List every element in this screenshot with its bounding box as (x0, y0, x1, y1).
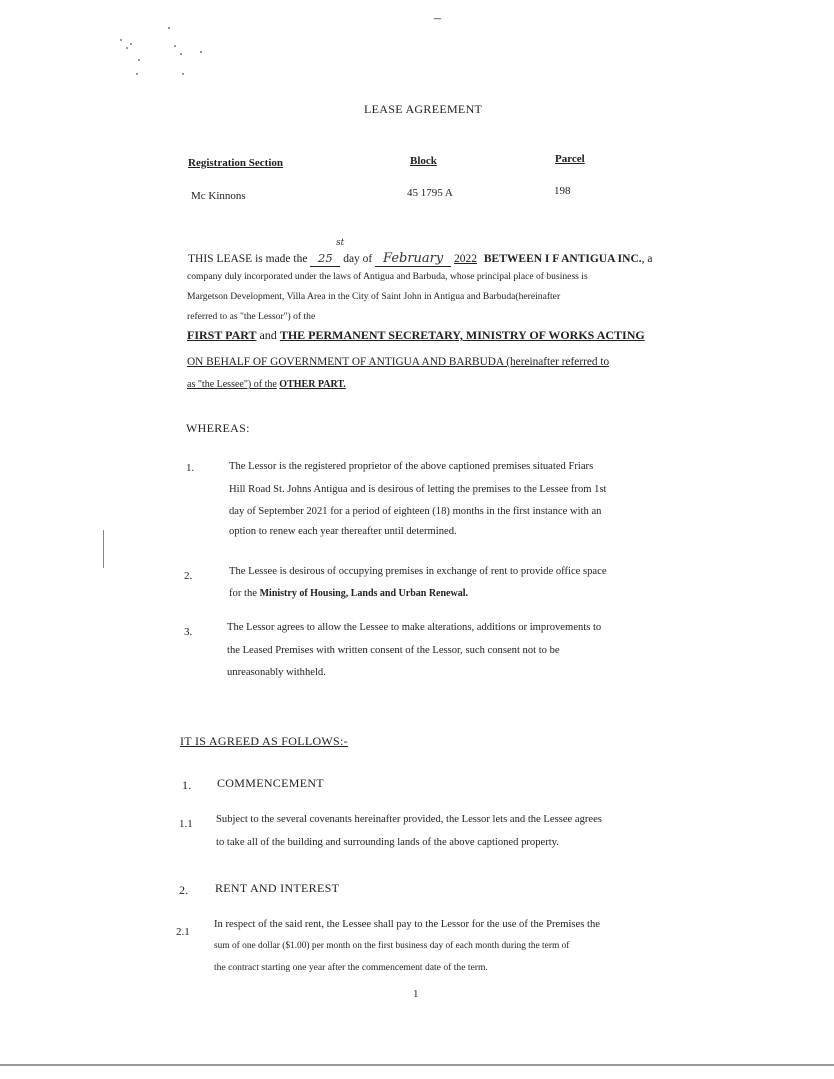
binding-mark (103, 530, 104, 568)
month-handwritten: February (383, 251, 444, 266)
whereas-item-line: The Lessor agrees to allow the Lessee to make alterations, additions or improvements to (227, 622, 602, 633)
top-mark: – (434, 11, 441, 26)
whereas-heading: WHEREAS: (186, 421, 250, 435)
clause-line: the contract starting one year after the commencement date of the term. (214, 962, 488, 973)
clause-number: 1.1 (179, 818, 193, 830)
month-field (375, 252, 451, 267)
opening-line-6: ON BEHALF OF GOVERNMENT OF ANTIGUA AND BARBUDA (hereinafter referred to (187, 356, 610, 368)
parcel-header: Parcel (555, 153, 585, 165)
opening-line-5 (187, 329, 645, 341)
block-value: 45 1795 A (407, 187, 453, 199)
first-part: FIRST PART (187, 328, 257, 342)
whereas-item-number: 1. (186, 462, 195, 474)
opening-line-7 (187, 380, 346, 390)
document-title: LEASE AGREEMENT (364, 102, 483, 116)
whereas-item-line: day of September 2021 for a period of eighteen (18) months in the first instance with an (229, 506, 602, 517)
section-number: 2. (179, 883, 189, 897)
whereas-item-number: 3. (184, 626, 193, 638)
section-title: RENT AND INTEREST (215, 881, 340, 895)
lessor-name: BETWEEN I F ANTIGUA INC. (483, 253, 642, 265)
whereas-item-line: unreasonably withheld. (227, 667, 326, 678)
scan-edge-line (0, 1064, 834, 1066)
other-part: OTHER PART. (279, 379, 346, 390)
opening-text-end: , a (641, 253, 653, 265)
clause-line: Subject to the several covenants hereinafter provided, the Lessor lets and the Lessee agrees (216, 814, 602, 825)
clause-line: sum of one dollar ($1.00) per month on the first business day of each month during the term of (214, 941, 570, 951)
ministry-name: Ministry of Housing, Lands and Urban Renewal. (259, 588, 468, 599)
clause-line: In respect of the said rent, the Lessee shall pay to the Lessor for the use of the Premises the (214, 919, 600, 930)
whereas-item-number: 2. (184, 570, 193, 582)
for-the-text: for the (229, 588, 257, 599)
year-value: 2022 (454, 253, 478, 265)
registration-section-value: Mc Kinnons (191, 190, 246, 202)
block-header: Block (410, 155, 437, 167)
whereas-item-line: The Lessor is the registered proprietor of the above captioned premises situated Friars (229, 461, 594, 472)
scan-speck-cluster (110, 25, 220, 85)
whereas-item-line: Hill Road St. Johns Antigua and is desirous of letting the premises to the Lessee from 1st (229, 484, 607, 495)
whereas-item-line-2 (229, 589, 468, 600)
opening-line-3: Margetson Development, Villa Area in the City of Saint John in Antigua and Barbuda(hereinafter (187, 291, 561, 302)
opening-text-a: THIS LEASE is made the (188, 253, 308, 265)
agreed-heading: IT IS AGREED AS FOLLOWS:- (180, 734, 348, 748)
opening-line-4: referred to as "the Lessor") of the (187, 311, 316, 322)
day-ordinal-mark: st (336, 238, 345, 248)
day-field (310, 253, 340, 267)
whereas-item-line: option to renew each year thereafter until determined. (229, 526, 457, 537)
section-number: 1. (182, 778, 192, 792)
opening-text-b: day of (343, 253, 373, 265)
lessee-title: THE PERMANENT SECRETARY, MINISTRY OF WORKS ACTING (279, 328, 645, 342)
whereas-item-line: The Lessee is desirous of occupying premises in exchange of rent to provide office space (229, 566, 607, 577)
parcel-value: 198 (554, 185, 571, 197)
section-title: COMMENCEMENT (217, 776, 324, 790)
registration-section-header: Registration Section (188, 157, 284, 169)
clause-number: 2.1 (176, 926, 190, 938)
opening-line-7-text: as "the Lessee") of the (187, 379, 277, 390)
page-number: 1 (413, 988, 419, 1000)
day-handwritten: 25 (318, 251, 333, 265)
whereas-item-line: the Leased Premises with written consent of the Lessor, such consent not to be (227, 645, 560, 656)
opening-line-2: company duly incorporated under the laws of Antigua and Barbuda, whose principal place of business is (187, 271, 588, 282)
clause-line: to take all of the building and surrounding lands of the above captioned property. (216, 837, 559, 848)
and-text: and (259, 328, 277, 342)
opening-line-1 (188, 252, 652, 267)
